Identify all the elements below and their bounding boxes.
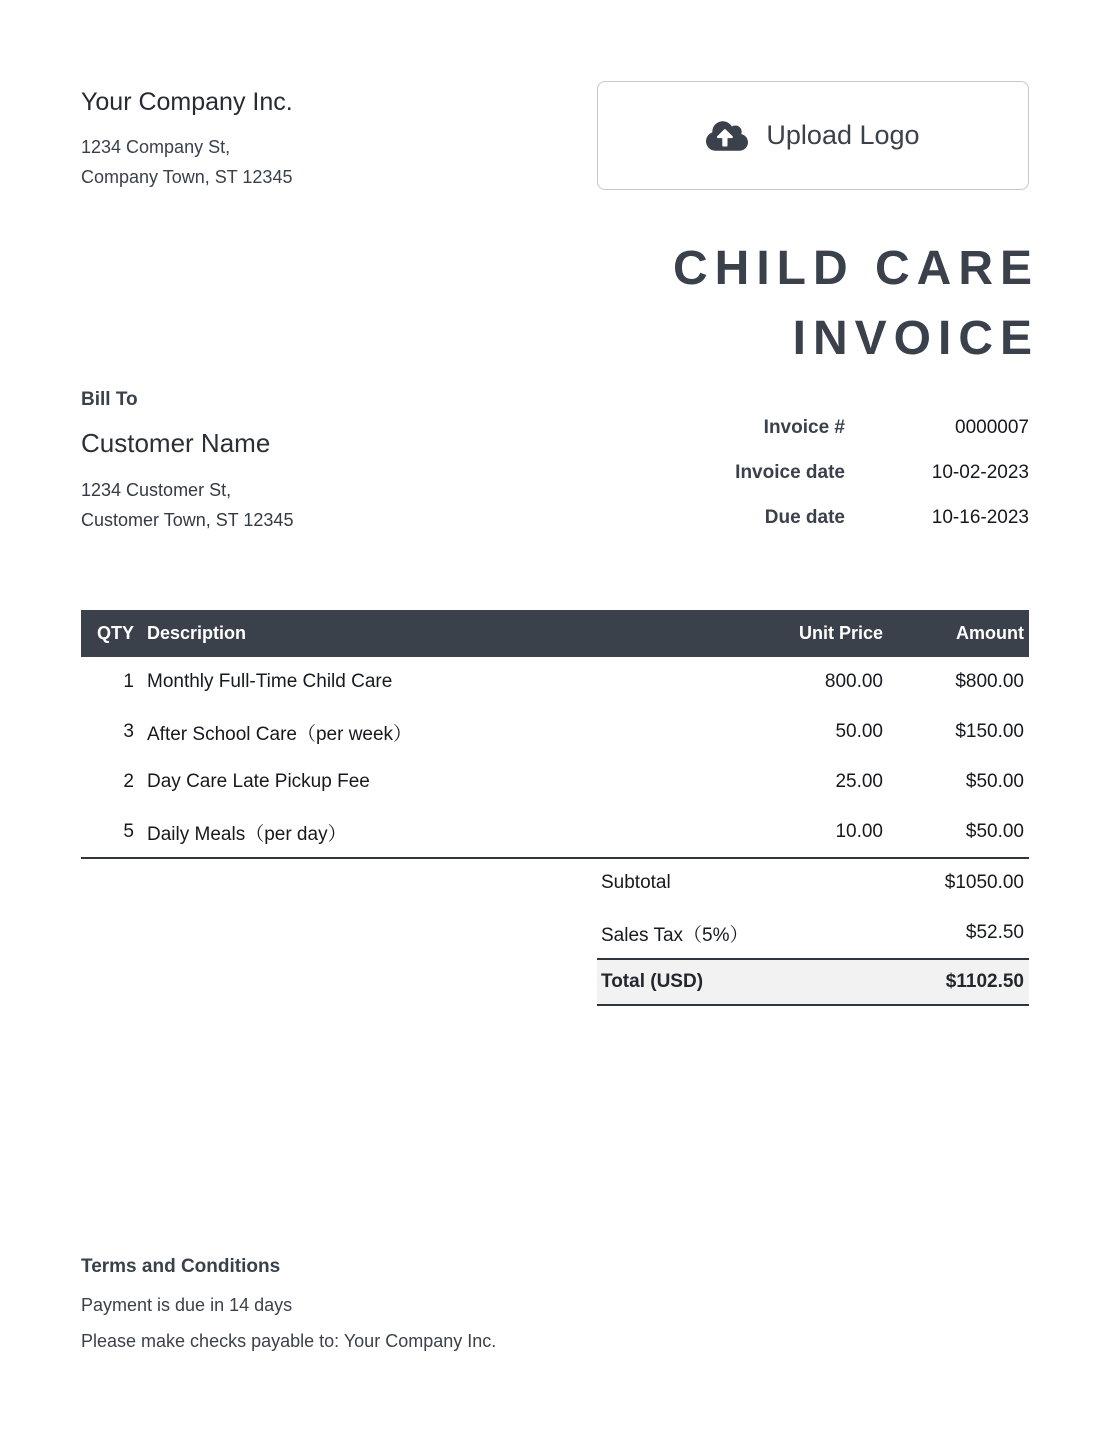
company-name: Your Company Inc. bbox=[81, 88, 293, 116]
table-row bbox=[81, 757, 1029, 807]
bill-to-block bbox=[81, 389, 293, 535]
bill-to-label: Bill To bbox=[81, 389, 138, 410]
upload-logo-label: Upload Logo bbox=[766, 120, 920, 150]
table-row bbox=[81, 707, 1029, 757]
due-date-value: 10-16-2023 bbox=[931, 507, 1029, 528]
item-unit-price: 800.00 bbox=[824, 671, 883, 692]
invoice-date-label: Invoice date bbox=[735, 462, 845, 483]
subtotal-label: Subtotal bbox=[601, 872, 671, 893]
invoice-meta bbox=[597, 417, 1029, 552]
terms-line1: Payment is due in 14 days bbox=[81, 1295, 293, 1315]
sales-tax-value: $52.50 bbox=[965, 922, 1024, 943]
invoice-title bbox=[673, 234, 1039, 374]
grand-total-row bbox=[597, 958, 1029, 1006]
item-qty: 1 bbox=[123, 671, 134, 692]
item-qty: 5 bbox=[123, 821, 134, 842]
item-description: After School Care（per week） bbox=[147, 723, 413, 745]
item-amount: $150.00 bbox=[955, 721, 1024, 742]
invoice-title-line1: CHILD CARE bbox=[673, 242, 1039, 295]
header-unit-price: Unit Price bbox=[798, 623, 883, 643]
header-description: Description bbox=[147, 623, 247, 643]
terms-line2: Please make checks payable to: Your Company Inc. bbox=[81, 1331, 497, 1351]
invoice-number-label: Invoice # bbox=[763, 417, 845, 438]
cloud-upload-icon bbox=[706, 119, 748, 153]
terms-block bbox=[81, 1256, 496, 1367]
company-address-line2: Company Town, ST 12345 bbox=[81, 167, 293, 187]
item-description: Daily Meals（per day） bbox=[147, 823, 347, 845]
line-items-table bbox=[81, 610, 1029, 859]
due-date-row bbox=[597, 507, 1029, 529]
item-unit-price: 10.00 bbox=[835, 821, 883, 842]
grand-total-value: $1102.50 bbox=[945, 971, 1024, 992]
invoice-date-row bbox=[597, 462, 1029, 484]
subtotal-row bbox=[597, 858, 1029, 908]
subtotal-value: $1050.00 bbox=[944, 872, 1024, 893]
item-description: Monthly Full-Time Child Care bbox=[147, 671, 393, 692]
sales-tax-label: Sales Tax（5%） bbox=[601, 924, 749, 946]
invoice-title-line2: INVOICE bbox=[792, 312, 1039, 365]
item-unit-price: 25.00 bbox=[835, 771, 883, 792]
header-amount: Amount bbox=[956, 623, 1024, 643]
grand-total-label: Total (USD) bbox=[601, 971, 704, 992]
invoice-number-row bbox=[597, 417, 1029, 439]
sales-tax-row bbox=[597, 908, 1029, 958]
header-qty: QTY bbox=[96, 623, 134, 643]
company-block bbox=[81, 88, 293, 192]
terms-heading: Terms and Conditions bbox=[81, 1256, 281, 1277]
item-qty: 2 bbox=[123, 771, 134, 792]
item-amount: $50.00 bbox=[965, 821, 1024, 842]
due-date-label: Due date bbox=[764, 507, 845, 528]
invoice-number-value: 0000007 bbox=[955, 417, 1029, 438]
customer-address-line2: Customer Town, ST 12345 bbox=[81, 510, 294, 530]
customer-name: Customer Name bbox=[81, 428, 271, 458]
item-amount: $50.00 bbox=[965, 771, 1024, 792]
item-description: Day Care Late Pickup Fee bbox=[147, 771, 370, 792]
table-row bbox=[81, 807, 1029, 857]
item-amount: $800.00 bbox=[955, 671, 1024, 692]
company-address-line1: 1234 Company St, bbox=[81, 137, 231, 157]
upload-logo-button[interactable] bbox=[597, 81, 1029, 190]
invoice-date-value: 10-02-2023 bbox=[931, 462, 1029, 483]
table-row bbox=[81, 657, 1029, 707]
totals-block bbox=[597, 858, 1029, 1006]
item-qty: 3 bbox=[123, 721, 134, 742]
table-header-row bbox=[81, 610, 1029, 657]
customer-address-line1: 1234 Customer St, bbox=[81, 480, 232, 500]
item-unit-price: 50.00 bbox=[835, 721, 883, 742]
